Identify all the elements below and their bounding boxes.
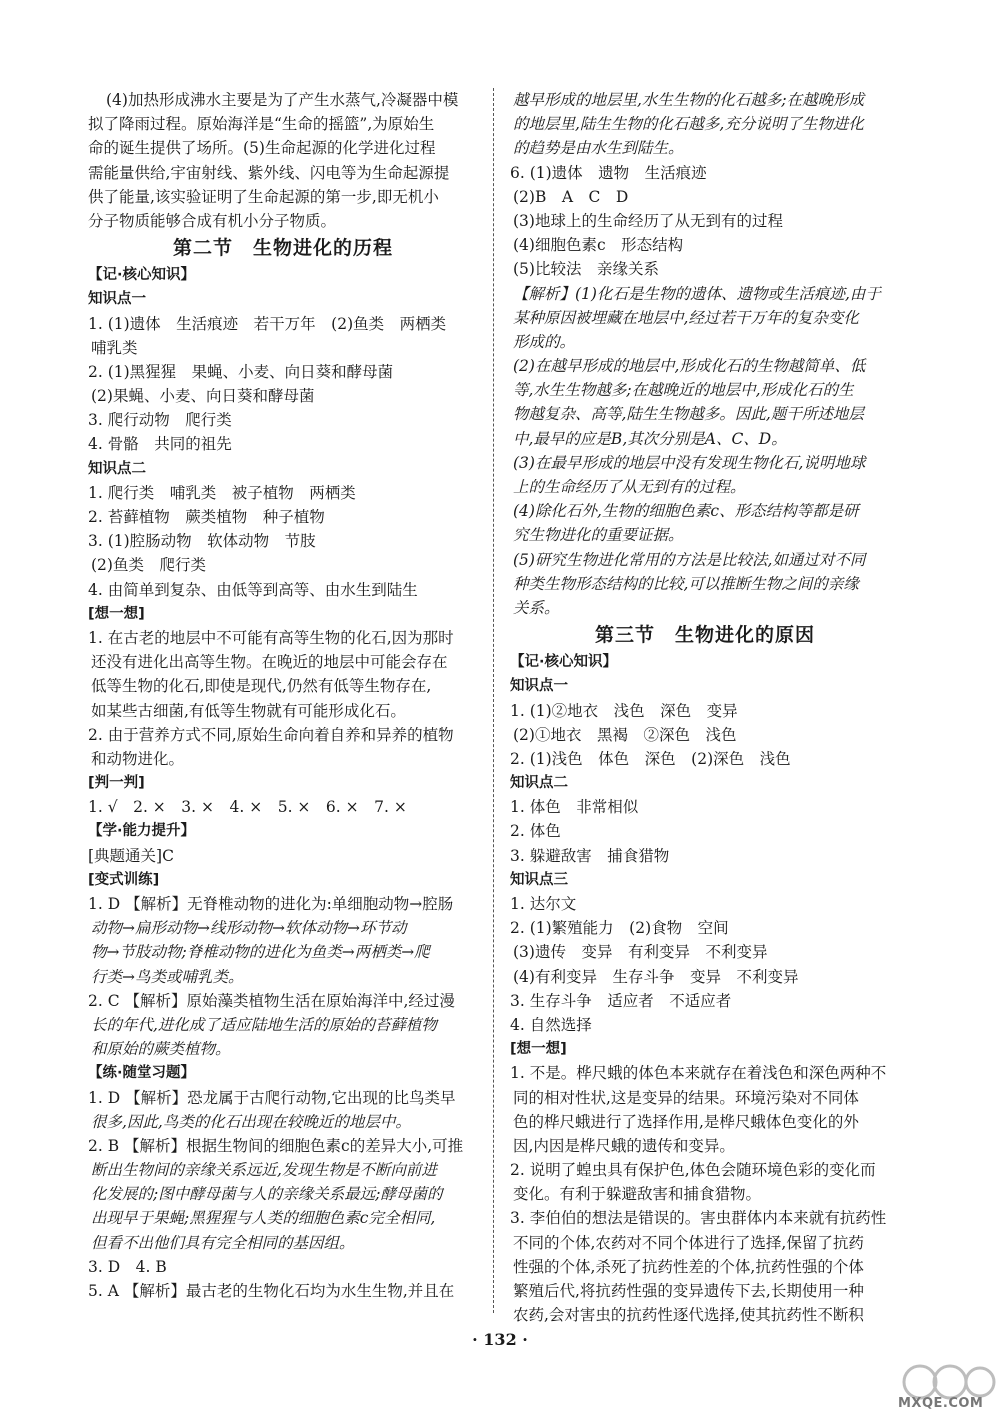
text-line: 色的桦尺蛾进行了选择作用,是桦尺蛾体色变化的外 bbox=[513, 1112, 859, 1131]
text-line: 2. (1)浅色 体色 深色 (2)深色 浅色 bbox=[510, 749, 791, 768]
text-line: (2)在越早形成的地层中,形成化石的生物越简单、低 bbox=[513, 357, 866, 376]
text-line: 1. (1)遗体 生活痕迹 若干万年 (2)鱼类 两栖类 bbox=[88, 314, 447, 333]
subheading: 【记·核心知识】 bbox=[510, 654, 618, 671]
subheading: [变式训练] bbox=[88, 871, 160, 888]
text-line: (4)细胞色素c 形态结构 bbox=[513, 236, 684, 255]
text-line: 中,最早的应是B,其次分别是A、C、D。 bbox=[513, 429, 787, 448]
text-line: 的地层里,陆生生物的化石越多,充分说明了生物进化 bbox=[513, 115, 864, 134]
text-line: 4. 由简单到复杂、由低等到高等、由水生到陆生 bbox=[88, 580, 418, 599]
text-line: 3. D 4. B bbox=[88, 1257, 167, 1276]
text-line: (3)遗传 变异 有利变异 不利变异 bbox=[513, 943, 768, 962]
text-line: 关系。 bbox=[513, 598, 560, 617]
text-line: 因,内因是桦尺蛾的遗传和变异。 bbox=[513, 1136, 735, 1155]
text-line: (3)在最早形成的地层中没有发现生物化石,说明地球 bbox=[513, 453, 866, 472]
text-line: 1. √ 2. × 3. × 4. × 5. × 6. × 7. × bbox=[88, 798, 407, 817]
text-line: 种类生物形态结构的比较,可以推断生物之间的亲缘 bbox=[513, 574, 859, 593]
text-line: 3. 生存斗争 适应者 不适应者 bbox=[510, 991, 732, 1010]
text-line: 变化。有利于躲避敌害和捕食猎物。 bbox=[513, 1185, 762, 1204]
section-heading: 第二节 生物进化的历程 bbox=[172, 237, 393, 260]
subheading: 知识点二 bbox=[88, 460, 146, 477]
text-line: [典题通关]C bbox=[88, 846, 174, 865]
text-line: 越早形成的地层里,水生生物的化石越多;在越晚形成 bbox=[513, 91, 865, 109]
text-line: 6. (1)遗体 遗物 生活痕迹 bbox=[510, 163, 707, 182]
text-line: 行类→鸟类或哺乳类。 bbox=[91, 967, 244, 986]
text-line: 2. 苔藓植物 蕨类植物 种子植物 bbox=[88, 508, 325, 526]
text-line: 动物→扁形动物→线形动物→软体动物→环节动 bbox=[91, 919, 407, 938]
subheading: 知识点三 bbox=[510, 871, 568, 888]
text-line: 繁殖后代,将抗药性强的变异遗传下去,长期使用一种 bbox=[513, 1282, 864, 1300]
subheading: 知识点一 bbox=[510, 678, 568, 695]
text-line: 3. 躲避敌害 捕食猎物 bbox=[510, 846, 670, 865]
text-line: 需能量供给,宇宙射线、紫外线、闪电等为生命起源提 bbox=[88, 163, 450, 182]
subheading: [判一判] bbox=[88, 775, 145, 792]
text-line: 2. C 【解析】原始藻类植物生活在原始海洋中,经过漫 bbox=[88, 991, 455, 1010]
right-column bbox=[510, 88, 900, 1327]
text-line: 1. (1)②地衣 浅色 深色 变异 bbox=[510, 701, 738, 720]
text-line: 低等生物的化石,即使是现代,仍然有低等生物存在, bbox=[91, 677, 432, 696]
text-line: 断出生物间的亲缘关系远近,发现生物是不断向前进 bbox=[91, 1161, 437, 1180]
text-line: 物→节肢动物;脊椎动物的进化为鱼类→两栖类→爬 bbox=[91, 943, 430, 962]
text-line: 形成的。 bbox=[513, 332, 576, 351]
text-line: 5. A 【解析】最古老的生物化石均为水生生物,并且在 bbox=[88, 1282, 455, 1300]
text-line: 分子物质能够合成有机小分子物质。 bbox=[88, 211, 337, 230]
text-line: 物越复杂、高等,陆生生物越多。因此,题干所述地层 bbox=[513, 405, 864, 424]
subheading: 知识点二 bbox=[510, 775, 568, 792]
text-line: 2. 由于营养方式不同,原始生命向着自养和异养的植物 bbox=[88, 725, 454, 744]
watermark-site: MXQE.COM bbox=[898, 1396, 984, 1411]
text-line: 化发展的;图中酵母菌与人的亲缘关系最远;酵母菌的 bbox=[91, 1185, 443, 1204]
text-line: 3. (1)腔肠动物 软体动物 节肢 bbox=[88, 532, 316, 551]
subheading: 【记·核心知识】 bbox=[88, 267, 196, 284]
section-heading: 第三节 生物进化的原因 bbox=[594, 624, 815, 647]
text-line: 的趋势是由水生到陆生。 bbox=[513, 139, 684, 158]
text-line: 4. 骨骼 共同的祖先 bbox=[88, 435, 232, 454]
text-line: 1. D 【解析】恐龙属于古爬行动物,它出现的比鸟类早 bbox=[88, 1088, 456, 1107]
text-line: (4)除化石外,生物的细胞色素c、形态结构等都是研 bbox=[513, 502, 859, 521]
text-line: (3)地球上的生命经历了从无到有的过程 bbox=[513, 211, 783, 230]
text-line: 供了能量,该实验证明了生命起源的第一步,即无机小 bbox=[88, 187, 439, 206]
column-divider bbox=[493, 88, 494, 1313]
text-line: 还没有进化出高等生物。在晚近的地层中可能会存在 bbox=[91, 653, 448, 672]
text-line: 上的生命经历了从无到有的过程。 bbox=[513, 478, 746, 496]
text-line: (2)①地衣 黑褐 ②深色 浅色 bbox=[513, 725, 737, 744]
text-line: 很多,因此,鸟类的化石出现在较晚近的地层中。 bbox=[91, 1112, 411, 1131]
text-line: 2. 体色 bbox=[510, 822, 561, 841]
left-column bbox=[88, 88, 478, 1303]
text-line: 1. 体色 非常相似 bbox=[510, 798, 639, 817]
text-line: 1. 在古老的地层中不可能有高等生物的化石,因为那时 bbox=[88, 628, 454, 647]
text-line: 如某些古细菌,有低等生物就有可能形成化石。 bbox=[91, 701, 406, 720]
text-line: 某种原因被埋藏在地层中,经过若干万年的复杂变化 bbox=[513, 308, 859, 327]
text-line: 4. 自然选择 bbox=[510, 1015, 592, 1034]
text-line: 命的诞生提供了场所。(5)生命起源的化学进化过程 bbox=[88, 139, 436, 158]
subheading: 【练·随堂习题】 bbox=[88, 1065, 196, 1082]
text-line: (4)加热形成沸水主要是为了产生水蒸气,冷凝器中模 bbox=[106, 91, 459, 109]
subheading: [想一想] bbox=[510, 1041, 567, 1058]
subheading: 【学·能力提升】 bbox=[88, 823, 196, 840]
text-line: 但看不出他们具有完全相同的基因组。 bbox=[91, 1233, 355, 1252]
text-line: (4)有利变异 生存斗争 变异 不利变异 bbox=[513, 967, 799, 986]
text-line: 哺乳类 bbox=[91, 338, 138, 357]
text-line: 同的相对性状,这是变异的结果。环境污染对不同体 bbox=[513, 1088, 859, 1107]
text-line: (5)研究生物进化常用的方法是比较法,如通过对不同 bbox=[513, 550, 866, 569]
text-line: (2)果蝇、小麦、向日葵和酵母菌 bbox=[91, 387, 315, 406]
subheading: [想一想] bbox=[88, 605, 145, 622]
text-line: 长的年代,进化成了适应陆地生活的原始的苔藓植物 bbox=[91, 1015, 437, 1034]
text-line: 1. 爬行类 哺乳类 被子植物 两栖类 bbox=[88, 483, 356, 502]
text-line: 2. (1)繁殖能力 (2)食物 空间 bbox=[510, 919, 729, 938]
text-line: 1. 达尔文 bbox=[510, 895, 577, 913]
text-line: 【解析】(1)化石是生物的遗体、遗物或生活痕迹,由于 bbox=[513, 284, 881, 303]
page-number: · 132 · bbox=[472, 1330, 528, 1349]
text-line: 等,水生生物越多;在越晚近的地层中,形成化石的生 bbox=[513, 381, 854, 400]
text-line: 3. 爬行动物 爬行类 bbox=[88, 411, 232, 430]
text-line: 1. 不是。桦尺蛾的体色本来就存在着浅色和深色两种不 bbox=[510, 1064, 887, 1083]
text-line: 农药,会对害虫的抗药性逐代选择,使其抗药性不断积 bbox=[513, 1306, 864, 1325]
text-line: 2. B 【解析】根据生物间的细胞色素c的差异大小,可推 bbox=[88, 1136, 464, 1155]
text-line: 和动物进化。 bbox=[91, 749, 185, 768]
text-line: 拟了降雨过程。原始海洋是“生命的摇篮”,为原始生 bbox=[88, 115, 435, 134]
text-line: (2)鱼类 爬行类 bbox=[91, 556, 206, 575]
text-line: (5)比较法 亲缘关系 bbox=[513, 260, 659, 279]
text-line: 2. 说明了蝗虫具有保护色,体色会随环境色彩的变化而 bbox=[510, 1161, 876, 1180]
subheading: 知识点一 bbox=[88, 291, 146, 308]
text-line: 出现早于果蝇;黑猩猩与人类的细胞色素c完全相同, bbox=[91, 1209, 436, 1228]
text-line: 和原始的蕨类植物。 bbox=[91, 1040, 231, 1059]
text-line: 究生物进化的重要证据。 bbox=[513, 526, 684, 545]
text-line: 不同的个体,农药对不同个体进行了选择,保留了抗药 bbox=[513, 1233, 864, 1252]
text-line: 性强的个体,杀死了抗药性差的个体,抗药性强的个体 bbox=[513, 1257, 864, 1276]
text-line: 2. (1)黑猩猩 果蝇、小麦、向日葵和酵母菌 bbox=[88, 362, 394, 381]
text-line: 3. 李伯伯的想法是错误的。害虫群体内本来就有抗药性 bbox=[510, 1209, 887, 1228]
text-line: (2)B A C D bbox=[513, 187, 629, 206]
text-line: 1. D 【解析】无脊椎动物的进化为:单细胞动物→腔肠 bbox=[88, 895, 454, 913]
